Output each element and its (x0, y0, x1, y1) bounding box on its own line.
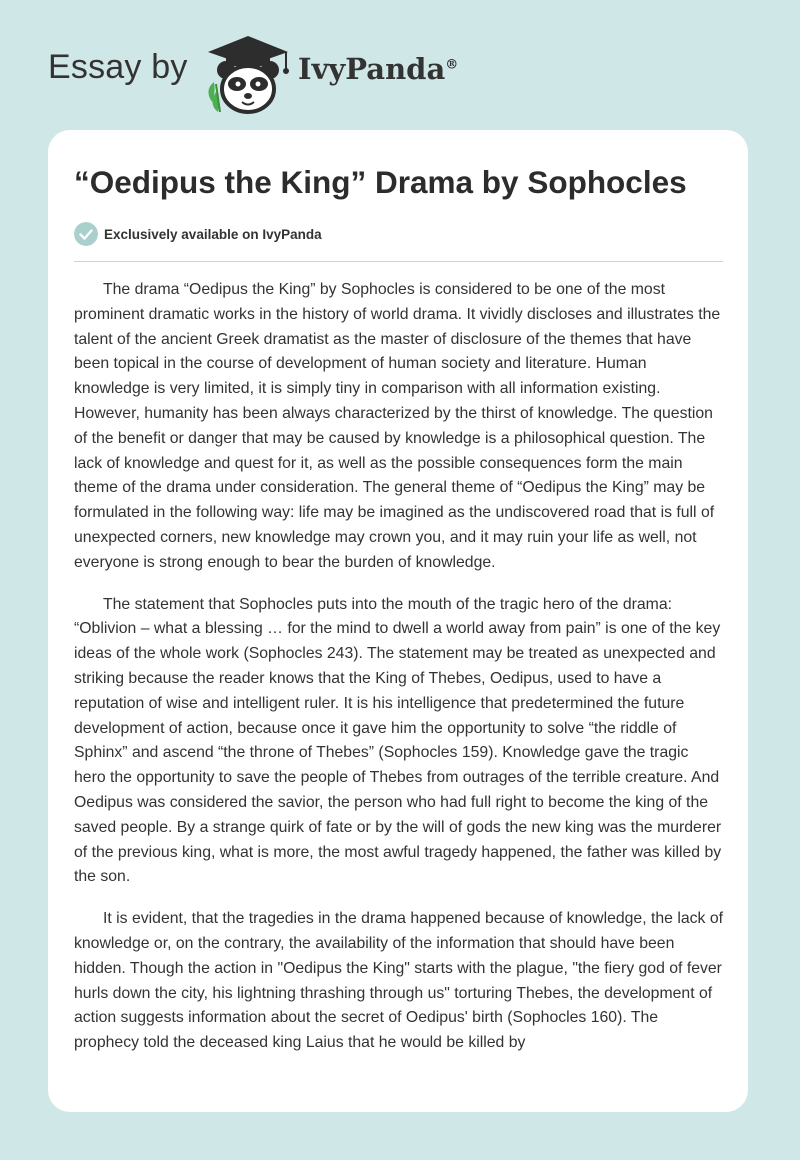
brand-header (48, 34, 508, 114)
paragraph: The drama “Oedipus the King” by Sophocles is considered to be one of the most prominent dramatic works in the history of world drama. It vividly discloses and illustrates the talent of the ancient Greek dramatist as the master of disclosure of the themes that have been topical in the course of development of human society and literature. Human knowledge is very limited, it is simply tiny in comparison with all information existing. However, humanity has been always characterized by the thirst of knowledge. The question of the benefit or danger that may be caused by knowledge is a philosophical question. The lack of knowledge and quest for it, as well as the possible consequences form the main theme of the drama under consideration. The general theme of “Oedipus the King” may be formulated in the following way: life may be imagined as the undiscovered road that is full of unexpected corners, new knowledge may crown you, and it may ruin your life as well, not everyone is strong enough to bear the burden of knowledge. (74, 281, 721, 571)
exclusive-badge (74, 221, 322, 247)
title-divider (74, 261, 723, 262)
brand-prefix: Essay by (48, 48, 188, 86)
essay-title: “Oedipus the King” Drama by Sophocles (74, 164, 687, 200)
paragraph: It is evident, that the tragedies in the drama happened because of knowledge, the lack of knowledge or, on the contrary, the availability of the information that should have been hidden. Though the action in "Oedipus the King" starts with the plague, "the fiery god of fever hurls down the city, his lightning thrashing through us" torturing Thebes, the development of action suggests information about the secret of Oedipus' birth (Sophocles 160). The prophecy told the deceased king Laius that he would be killed by (74, 910, 723, 1052)
paragraph: The statement that Sophocles puts into the mouth of the tragic hero of the drama: “Oblivion – what a blessing … for the mind to dwell a world away from pain” is one of the key ideas of the whole work (Sophocles 243). The statement may be treated as unexpected and striking because the reader knows that the King of Thebes, Oedipus, used to have a reputation of wise and intelligent ruler. It is his intelligence that predetermined the future development of action, because once it gave him the opportunity to solve “the riddle of Sphinx” and ascend “the throne of Thebes” (Sophocles 159). Knowledge gave the tragic hero the opportunity to save the people of Thebes from outrages of the terrible creature. And Oedipus was considered the savior, the person who had full right to become the king of the saved people. By a strange quirk of fate or by the will of gods the new king was the murderer of the previous king, what is more, the most awful tragedy happened, the father was killed by the son. (74, 595, 722, 886)
check-icon (74, 222, 98, 246)
exclusive-badge-label: Exclusively available on IvyPanda (104, 226, 322, 242)
essay-body (74, 278, 724, 1073)
panda-logo-icon[interactable] (202, 34, 294, 114)
brand-name[interactable]: IvyPanda® (298, 52, 459, 86)
essay-card (48, 130, 748, 1112)
